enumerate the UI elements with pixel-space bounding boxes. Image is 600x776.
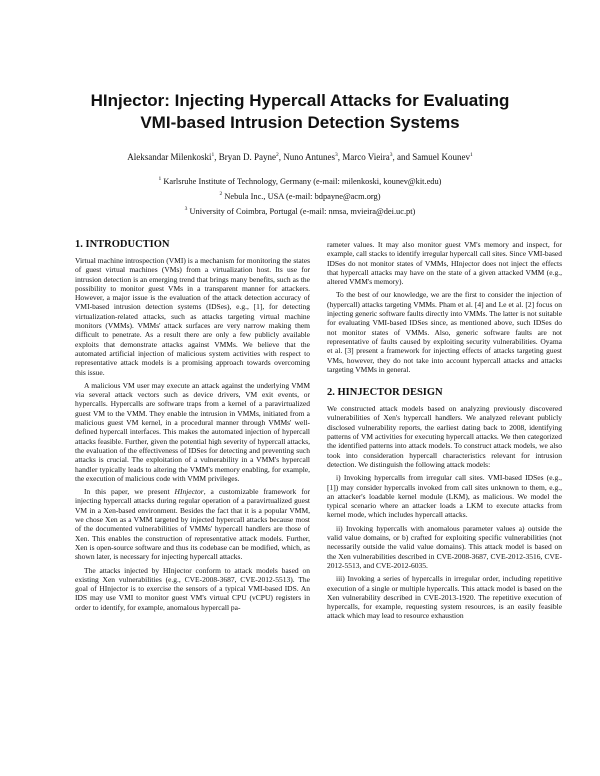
- title-line-2: VMI-based Intrusion Detection Systems: [140, 113, 460, 132]
- author: Samuel Kounev$^1$: [412, 152, 473, 162]
- paragraph: Virtual machine introspection (VMI) is a mechanism for monitoring the states of guest virtual machines (VMs) from a virtualization host. Its use for intrusion detection is an emerging trend that brings many benefits, such as the possibility to monitor guest VMs in a transparent manner for attackers. However, a major issue is the evaluation of the attack detection accuracy of VMI-based intrusion detection systems (IDSes), e.g., [1], for detecting virtualization-related attacks, such as attacks targeting virtual machine monitors (VMMs). VMMs' attack surfaces are very narrow making them difficult to penetrate. As a result there are only a few publicly available exploits that demonstrate attacks against VMMs. We believe that the automated artificial injection of malicious system activities with respect to representative attack models is a promising approach towards overcoming this issue.: [75, 256, 310, 377]
- affiliation-list: [40, 174, 560, 219]
- right-column: [327, 240, 562, 625]
- author-list: Aleksandar Milenkoski$^1$, Bryan D. Payne$^2$, Nuno Antunes$^3$, Marco Vieira$^3$, and Samuel Kounev$^1$: [127, 152, 473, 162]
- affiliation: $^2$ Nebula Inc., USA (e-mail: bdpayne@acm.org): [219, 191, 381, 201]
- author: Bryan D. Payne$^2$: [218, 152, 279, 162]
- paragraph: To the best of our knowledge, we are the first to consider the injection of (hypercall) attacks targeting VMMs. Pham et al. [4] and Le et al. [2] focus on injecting generic software faults directly into VMMs. The latter is not suitable for evaluating VMI-based IDSes since, as mentioned above, such IDSes do not monitor states of VMMs. Also, generic software faults are not representative of faults caused by exploiting security vulnerabilities. Oyama et al. [3] present a framework for injecting effects of attacks targeting guest VMs, however, they do not take into account hypercall attacks and attacks targeting VMMs in general.: [327, 290, 562, 374]
- author: Aleksandar Milenkoski$^1$: [127, 152, 215, 162]
- author: Nuno Antunes$^3$: [283, 152, 338, 162]
- affiliation: $^1$ Karlsruhe Institute of Technology, Germany (e-mail: milenkoski, kounev@kit.edu): [158, 176, 442, 186]
- section-heading-design: 2. HINJECTOR DESIGN: [327, 387, 443, 399]
- left-column: [75, 238, 310, 616]
- title-line-1: HInjector: Injecting Hypercall Attacks for Evaluating: [90, 91, 510, 110]
- paragraph: We constructed attack models based on analyzing previously discovered vulnerabilities of Xen's hypercall handlers. We analyzed relevant publicly disclosed vulnerability reports, the earliest dating back to 2008, identifying patterns of VM activities for executing hypercall attacks. We then categorized the identified patterns into attack models. To construct attack models, we also took into consideration hypercall characteristics relevant for intrusion detection. We distinguish the following attack models:: [327, 404, 562, 469]
- paragraph: rameter values. It may also monitor guest VM's memory and inspect, for example, call stacks to identify irregular hypercall call sites. Since VMI-based IDSes do not monitor states of VMMs, HInjector does not inject the effects that hypercall attacks may have on the state of a given attacked VMM (e.g., altered VMM's memory).: [327, 240, 562, 287]
- paper-title: [0, 90, 600, 134]
- paragraph: ii) Invoking hypercalls with anomalous parameter values a) outside the valid value domains, or b) crafted for exploiting specific vulnerabilities (not necessarily outside the valid value domains). This attack model is based on the Xen vulnerabilities described in CVE-2008-3687, CVE-2012-3516, CVE-2012-5513, and CVE-2012-6035.: [327, 523, 562, 570]
- paragraph: A malicious VM user may execute an attack against the underlying VMM via several attack vectors such as device drivers, VM exit events, or hypercalls. Hypercalls are software traps from a kernel of a paravirtualized guest VM to the VMM. They enable the intrusion in VMMs, initiated from a malicious guest VM kernel, in a procedural manner through VMMs' well-defined hypercall interfaces. This makes the automated injection of hypercall attacks feasible. Further, given the potential high severity of hypercall attacks, the evaluation of the effectiveness of IDSes for detecting and preventing such attacks is crucial. The exploitation of a vulnerability in a VMM's hypercall handler typically leads to altering the VMM's memory enabling, for example, the execution of malicious code with VMM privileges.: [75, 380, 310, 483]
- author: Marco Vieira$^3$: [342, 152, 393, 162]
- affiliation: $^3$ University of Coimbra, Portugal (e-mail: nmsa, mvieira@dei.uc.pt): [184, 206, 416, 216]
- paragraph: The attacks injected by HInjector conform to attack models based on existing Xen vulnerabilities (e.g., CVE-2008-3687, CVE-2012-5513). The goal of HInjector is to exercise the sensors of a typical VMI-based IDS. An IDS may use VMI to monitor guest VM's virtual CPU (vCPU) registers in order to identify, for example, anomalous hypercall pa-: [75, 565, 310, 612]
- framework-name: HInjector: [174, 487, 204, 497]
- paragraph: In this paper, we present HInjector, a customizable framework for injecting hypercall attacks during regular operation of a paravirtualized guest VM in a Xen-based environment. Besides the fact that it is a popular VMM, we chose Xen as a VMM targeted by injected hypercall attacks because most of the documented vulnerabilities of VMMs' hypercall handlers are those of Xen. This enables the construction of representative attack models. Further, Xen is open-source software and thus its codebase can be modified, which, as shown later, is necessary for injecting hypercall attacks.: [75, 487, 310, 562]
- paragraph: i) Invoking hypercalls from irregular call sites. VMI-based IDSes (e.g., [1]) may consider hypercalls invoked from call sites unknown to them, e.g., an attacker's loadable kernel module (LKM), as malicious. We model the typical scenario where an attacker loads a LKM to execute attacks from kernel mode, which includes hypercall attacks.: [327, 473, 562, 520]
- paragraph: iii) Invoking a series of hypercalls in irregular order, including repetitive execution of a single or multiple hypercalls. This attack model is based on the Xen vulnerability described in CVE-2013-1920. The repetitive execution of hypercalls, for example, requesting system resources, is an easily feasible attack which may lead to resource exhaustion: [327, 574, 562, 621]
- section-heading-introduction: 1. INTRODUCTION: [75, 239, 170, 250]
